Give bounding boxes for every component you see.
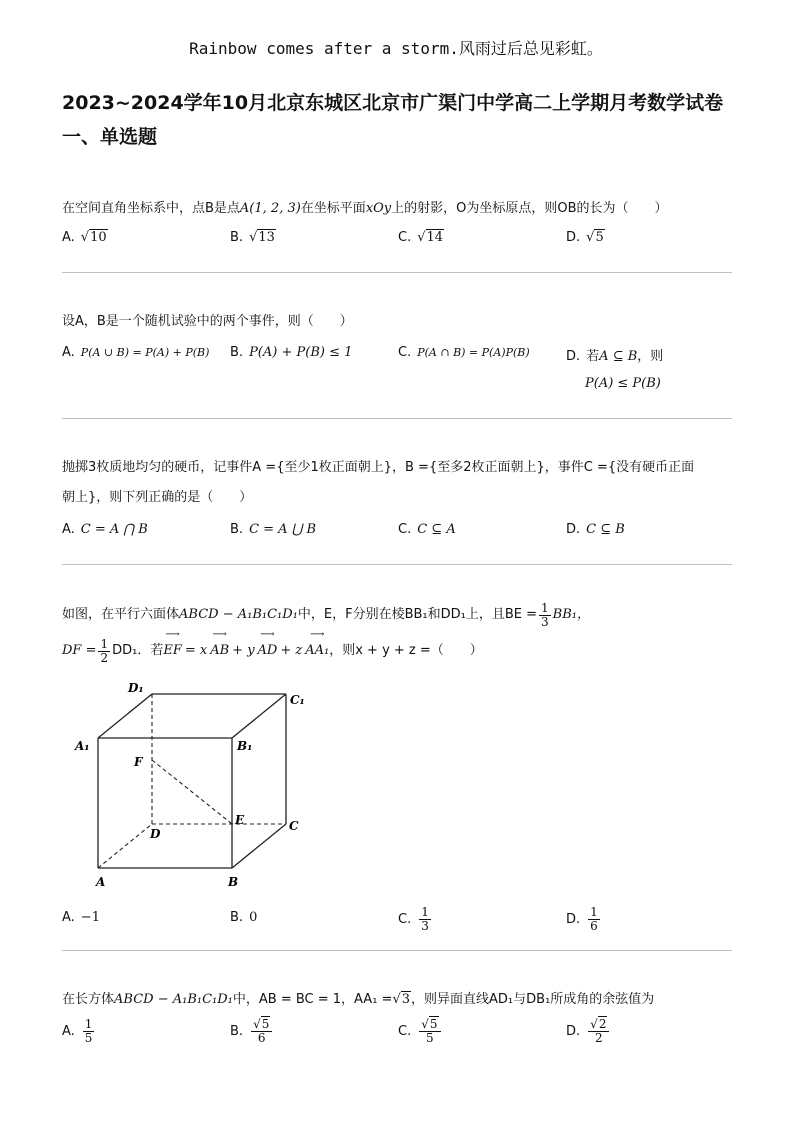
divider [62,272,732,273]
label-C: C [289,819,299,833]
option-a[interactable]: A. √10 [62,230,107,245]
option-b[interactable]: B. C = A ⋃ B [230,522,317,537]
label-F: F [134,755,143,769]
option-b[interactable]: B. 0 [230,910,258,925]
option-d[interactable]: D. $\frac{√2}{2}$ [566,1018,611,1045]
option-b[interactable]: B. P(A) + P(B) ≤ 1 [230,345,353,360]
question-3-options [62,522,732,546]
label-B: B [228,875,239,889]
divider [62,950,732,951]
option-a[interactable]: A. C = A ⋂ B [62,522,148,537]
option-b[interactable]: B. √13 [230,230,275,245]
option-a[interactable]: A. −1 [62,910,100,925]
option-c[interactable]: C. $\frac{1}{3}$ [398,905,429,933]
option-c[interactable]: C. C ⊆ A [398,522,456,537]
label-C1: C₁ [290,693,305,707]
option-b[interactable]: B. $\frac{√5}{6}$ [230,1018,274,1045]
question-5-options [62,1018,732,1054]
option-d[interactable]: D. 若A ⊆ B，则 [566,349,664,364]
option-d[interactable]: D. $\frac{1}{6}$ [566,905,598,933]
option-a[interactable]: A. P(A ∪ B) = P(A) + P(B) [62,345,210,360]
question-5-stem: 在长方体ABCD − A₁B₁C₁D₁中，AB = BC = 1，AA₁ =√3，则异面直线AD₁与DB₁所成角的余弦值为 [62,992,655,1007]
option-c[interactable]: C. √14 [398,230,444,245]
option-d[interactable]: D. C ⊆ B [566,522,625,537]
divider [62,418,732,419]
divider [62,564,732,565]
question-1-options [62,230,732,254]
section-heading: 一、单选题 [62,126,158,148]
label-D: D [150,827,161,841]
parallelepiped-figure [70,676,320,894]
option-c[interactable]: C. $\frac{√5}{5}$ [398,1018,443,1045]
option-c[interactable]: C. P(A ∩ B) = P(A)P(B) [398,345,530,360]
question-3-stem: 抛掷3枚质地均匀的硬币，记事件A ={至少1枚正面朝上}，B ={至多2枚正面朝上}，事件C ={没有硬币正面 朝上}，则下列正确的是（ ） [62,460,695,505]
question-4-stem: 如图，在平行六面体 ABCD − A₁B₁C₁D₁ 中，E，F分别在棱BB₁和DD₁上，且BE = $\frac{1}{3}$ BB₁， DF = $\frac{1}{2}$ DD₁．若 ⟶ EF = x ⟶ AB + y ⟶ AD + z ⟶ AA₁ ，则x + y + z =（ ） [62,600,730,668]
option-a[interactable]: A. $\frac{1}{5}$ [62,1017,93,1045]
question-2-stem: 设A，B是一个随机试验中的两个事件，则（ ） [62,314,353,329]
label-A: A [96,875,106,889]
question-2-options [62,345,732,369]
motto-header: Rainbow comes after a storm.风雨过后总见彩虹。 [189,39,603,58]
question-2-option-d-cont: P(A) ≤ P(B) [585,376,661,391]
label-A1: A₁ [75,739,90,753]
label-D1: D₁ [128,681,144,695]
option-d[interactable]: D. √5 [566,230,604,245]
label-E: E [235,813,245,827]
exam-title: 2023~2024学年10月北京东城区北京市广渠门中学高二上学期月考数学试卷 [62,92,724,114]
question-1-stem: 在空间直角坐标系中，点B是点A(1, 2, 3)在坐标平面xOy上的射影，O为坐标原点，则OB的长为（ ） [62,201,668,216]
label-B1: B₁ [237,739,253,753]
question-4-options [62,906,732,936]
